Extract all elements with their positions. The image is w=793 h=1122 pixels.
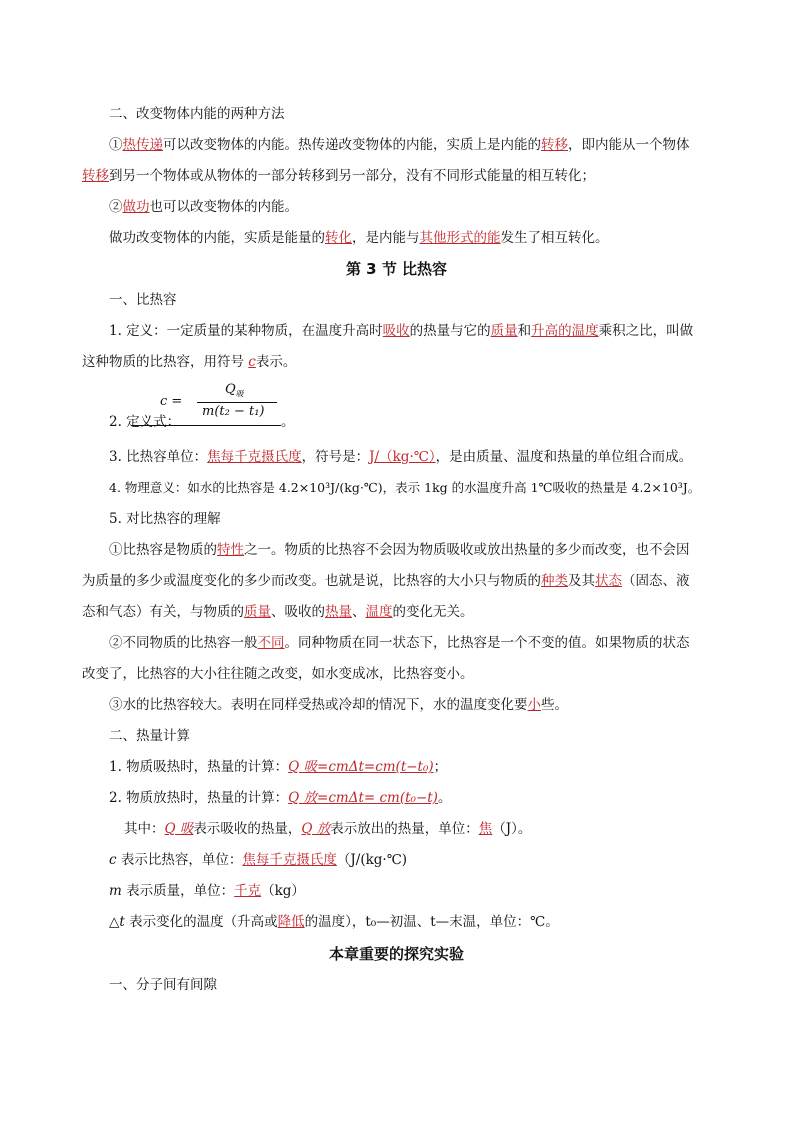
text: （固态、液 (622, 573, 690, 589)
keyword: Q 放 (301, 821, 331, 837)
text: 表示放出的热量，单位： (330, 821, 479, 837)
text: 2. 物质放热时，热量的计算： (109, 790, 289, 806)
understanding-1-cont2 (82, 602, 712, 622)
text: 发生了相互转化。 (500, 230, 609, 246)
text: 、 (352, 604, 366, 620)
keyword: 做功 (122, 199, 150, 215)
keyword: 小 (527, 697, 541, 713)
keyword: 状态 (595, 573, 622, 589)
definition-line-cont (82, 352, 712, 372)
calc-absorb (109, 757, 739, 777)
keyword: J/（kg·℃） (369, 449, 436, 465)
unit-line (109, 447, 739, 467)
paragraph-work (109, 197, 739, 217)
understanding-3 (109, 695, 739, 715)
text: （J）。 (492, 821, 532, 837)
formula-end: 。 (281, 414, 295, 430)
text: Q (225, 382, 236, 397)
text: 表示变化的温度（升高或 (124, 914, 278, 930)
text: 和 (517, 323, 532, 339)
keyword: 温度 (365, 604, 393, 620)
keyword: 吸收 (382, 323, 410, 339)
text: △ (109, 914, 120, 930)
text: 态和气态）有关，与物质的 (82, 604, 244, 620)
understanding-2-cont: 改变了，比热容的大小往往随之改变，如水变成冰，比热容变小。 (82, 666, 474, 682)
text: 之一。物质的比热容不会因为物质吸收或放出热量的多少而改变，也不会因 (244, 542, 690, 558)
keyword: 质量 (490, 323, 518, 339)
keyword: c (248, 354, 256, 370)
keyword: 千克 (234, 883, 262, 899)
understanding-1 (109, 540, 739, 560)
keyword: 转移 (541, 137, 568, 153)
paragraph-heat-transfer (109, 135, 739, 155)
keyword: 升高的温度 (531, 323, 599, 339)
keyword: Q 放=cmΔt= cm(t₀−t) (288, 790, 438, 806)
symbol-m (109, 881, 739, 901)
text: 乘积之比，叫做 (598, 323, 694, 339)
text: 。 (437, 790, 452, 806)
text: 1. 定义：一定质量的某种物质，在温度升高时 (109, 323, 383, 339)
paragraph-work-essence (109, 228, 739, 248)
calc-release (109, 788, 739, 808)
keyword: 转化 (325, 230, 352, 246)
formula-c: c = (160, 394, 183, 409)
keyword: 转移 (82, 168, 109, 184)
text: ①比热容是物质的 (109, 542, 217, 558)
paragraph-heat-transfer-cont (82, 166, 712, 186)
text: 3. 比热容单位： (109, 449, 208, 465)
text: 及其 (568, 573, 595, 589)
subheading-specific-heat: 一、比热容 (109, 292, 177, 308)
section-title-experiments: 本章重要的探究实验 (328, 945, 464, 963)
formula-label: 2. 定义式： (109, 414, 181, 430)
text: ，是内能与 (352, 230, 420, 246)
text: 做功改变物体的内能，实质是能量的 (109, 230, 325, 246)
keyword: 焦 (478, 821, 493, 837)
text: 、吸收的 (271, 604, 325, 620)
text: 其中： (124, 821, 165, 837)
subheading-molecular-gaps: 一、分子间有间隙 (109, 977, 217, 993)
keyword: 焦每千克摄氏度 (242, 852, 337, 868)
physical-meaning: 4. 物理意义：如水的比热容是 4.2×10³J/(kg·℃)，表示 1kg 的水温度升高 1℃吸收的热量是 4.2×10³J。 (109, 480, 701, 495)
keyword: 特性 (217, 542, 244, 558)
subheading-heat-calculation: 二、热量计算 (109, 728, 190, 744)
text: 到另一个物体或从物体的一部分转移到另一部分，没有不同形式能量的相互转化； (109, 168, 595, 184)
keyword: 降低 (277, 914, 305, 930)
understanding-title: 5. 对比热容的理解 (109, 511, 221, 527)
blank-underline (131, 425, 281, 426)
formula-numerator (225, 382, 244, 400)
text: m (109, 883, 122, 899)
text: 也可以改变物体的内能。 (149, 199, 298, 215)
text: （kg） (261, 883, 305, 899)
text: t (119, 914, 125, 930)
text: ② (109, 199, 123, 215)
text: 为质量的多少或温度变化的多少而改变。也就是说，比热容的大小只与物质的 (82, 573, 541, 589)
keyword: 焦每千克摄氏度 (207, 449, 302, 465)
keyword: 不同 (257, 635, 285, 651)
text: 的变化无关。 (392, 604, 474, 620)
section-title-specific-heat: 第 3 节 比热容 (345, 260, 448, 278)
text: 表示吸收的热量， (193, 821, 302, 837)
understanding-2 (109, 633, 739, 653)
keyword: 热量 (325, 604, 352, 620)
fraction-bar (197, 402, 277, 403)
text: 1. 物质吸热时，热量的计算： (109, 759, 289, 775)
formula-denominator: m(t₂ − t₁) (202, 404, 265, 419)
keyword: 其他形式的能 (419, 230, 501, 246)
symbol-c (109, 850, 739, 870)
keyword: 热传递 (122, 137, 163, 153)
text: （J/(kg·℃) (336, 852, 408, 868)
text: 表示比热容，单位： (116, 852, 243, 868)
text: ，符号是： (301, 449, 370, 465)
text: ① (109, 137, 123, 153)
where-line (124, 819, 754, 839)
text: ，即内能从一个物体 (568, 137, 690, 153)
understanding-1-cont (82, 571, 712, 591)
formula-definition (160, 382, 280, 422)
text: ； (433, 759, 448, 775)
text: c (109, 852, 117, 868)
symbol-delta-t (109, 912, 739, 932)
text: 表示。 (255, 354, 297, 370)
text: 可以改变物体的内能。热传递改变物体的内能，实质上是内能的 (163, 137, 541, 153)
keyword: 种类 (541, 573, 568, 589)
keyword: Q 吸 (164, 821, 194, 837)
section-heading-change-internal-energy: 二、改变物体内能的两种方法 (109, 106, 285, 122)
text: 些。 (541, 697, 568, 713)
text: ，是由质量、温度和热量的单位组合而成。 (435, 449, 693, 465)
keyword: Q 吸=cmΔt=cm(t−t₀) (288, 759, 434, 775)
text: 的温度），t₀—初温、t—末温，单位：℃。 (304, 914, 559, 930)
text: 的热量与它的 (409, 323, 491, 339)
text: ③水的比热容较大。表明在同样受热或冷却的情况下，水的温度变化要 (109, 697, 528, 713)
text: 这种物质的比热容，用符号 (82, 354, 249, 370)
text: 吸 (235, 389, 244, 399)
text: ②不同物质的比热容一般 (109, 635, 258, 651)
text: 表示质量，单位： (121, 883, 235, 899)
definition-line (109, 321, 739, 341)
keyword: 质量 (244, 604, 271, 620)
text: 。同种物质在同一状态下，比热容是一个不变的值。如果物质的状态 (284, 635, 690, 651)
